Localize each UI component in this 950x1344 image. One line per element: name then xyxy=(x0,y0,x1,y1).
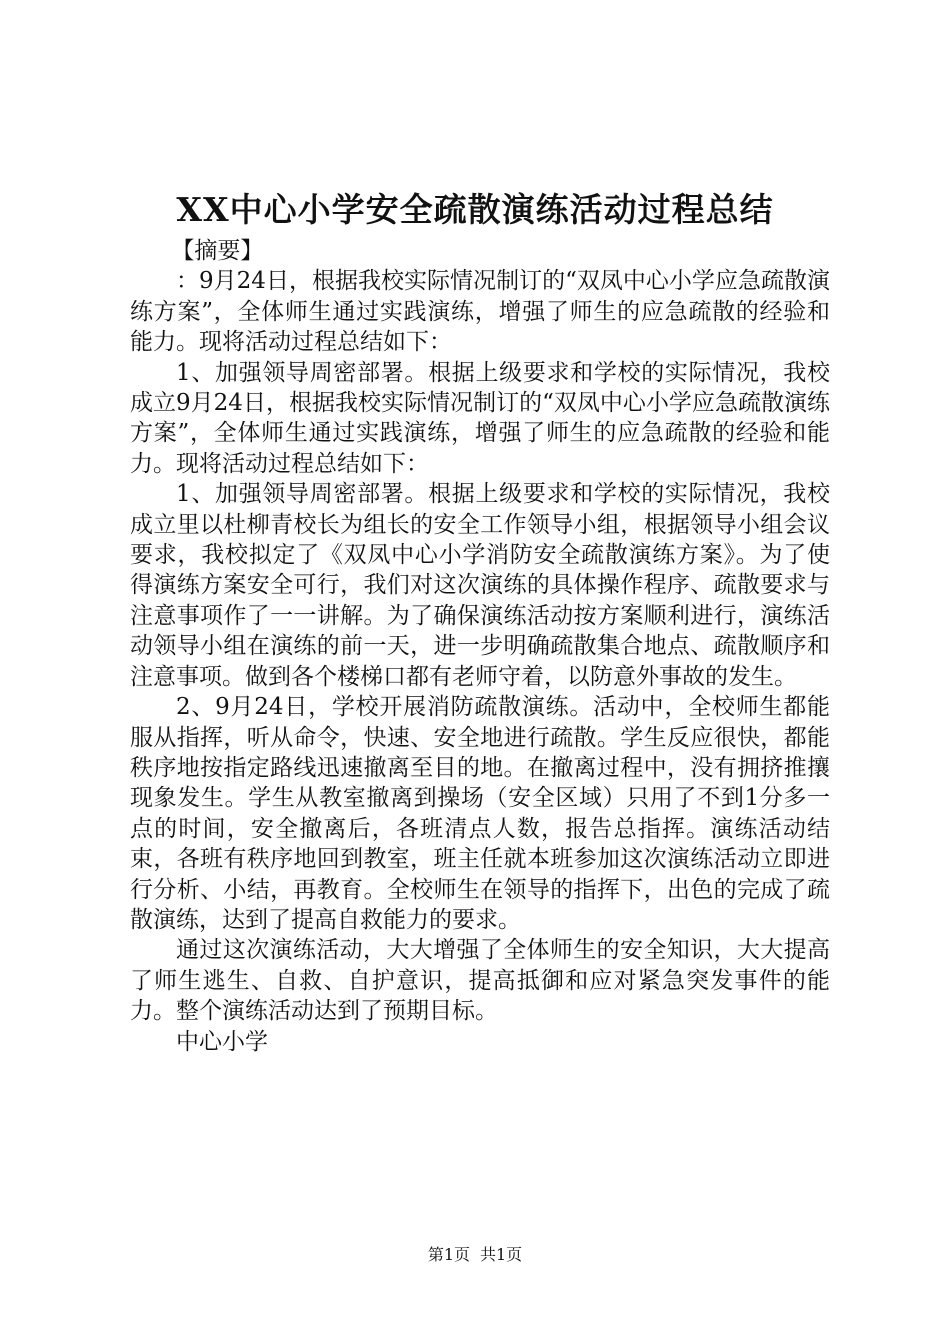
intro-paragraph: ：9月24日，根据我校实际情况制订的“双凤中心小学应急疏散演练方案”，全体师生通过实践演练，增强了师生的应急疏散的经验和能力。现将活动过程总结如下： xyxy=(130,268,830,356)
abstract-heading: 【摘要】 xyxy=(171,238,264,264)
body-paragraph-3: 2、9月24日，学校开展消防疏散演练。活动中，全校师生都能服从指挥，听从命令，快速、安全地进行疏散。学生反应很快，都能秩序地按指定路线迅速撤离至目的地。在撤离过程中，没有拥挤推攘现象发生。学生从教室撤离到操场（安全区域）只用了不到1分多一点的时间，安全撤离后，各班清点人数，报告总指挥。演练活动结束，各班有秩序地回到教室，班主任就本班参加这次演练活动立即进行分析、小结，再教育。全校师生在领导的指挥下，出色的完成了疏散演练，达到了提高自救能力的要求。 xyxy=(130,694,830,933)
page-total: 共1页 xyxy=(480,1245,523,1264)
body-paragraph-1: 1、加强领导周密部署。根据上级要求和学校的实际情况，我校成立9月24日，根据我校实际情况制订的“双凤中心小学应急疏散演练方案”，全体师生通过实践演练，增强了师生的应急疏散的经验和能力。现将活动过程总结如下： xyxy=(130,359,830,477)
body-paragraph-2: 1、加强领导周密部署。根据上级要求和学校的实际情况，我校成立里以杜柳青校长为组长的安全工作领导小组，根据领导小组会议要求，我校拟定了《双凤中心小学消防安全疏散演练方案》。为了使得演练方案安全可行，我们对这次演练的具体操作程序、疏散要求与注意事项作了一一讲解。为了确保演练活动按方案顺利进行，演练活动领导小组在演练的前一天，进一步明确疏散集合地点、疏散顺序和注意事项。做到各个楼梯口都有老师守着，以防意外事故的发生。 xyxy=(130,481,830,690)
signature: 中心小学 xyxy=(176,1028,268,1055)
conclusion-paragraph: 通过这次演练活动，大大增强了全体师生的安全知识，大大提高了师生逃生、自救、自护意识，提高抵御和应对紧急突发事件的能力。整个演练活动达到了预期目标。 xyxy=(130,937,830,1025)
document-title: XX中心小学安全疏散演练活动过程总结 xyxy=(176,190,774,229)
page-number: 第1页 xyxy=(427,1245,470,1264)
page-footer xyxy=(0,1244,950,1266)
document-body xyxy=(130,236,830,1057)
